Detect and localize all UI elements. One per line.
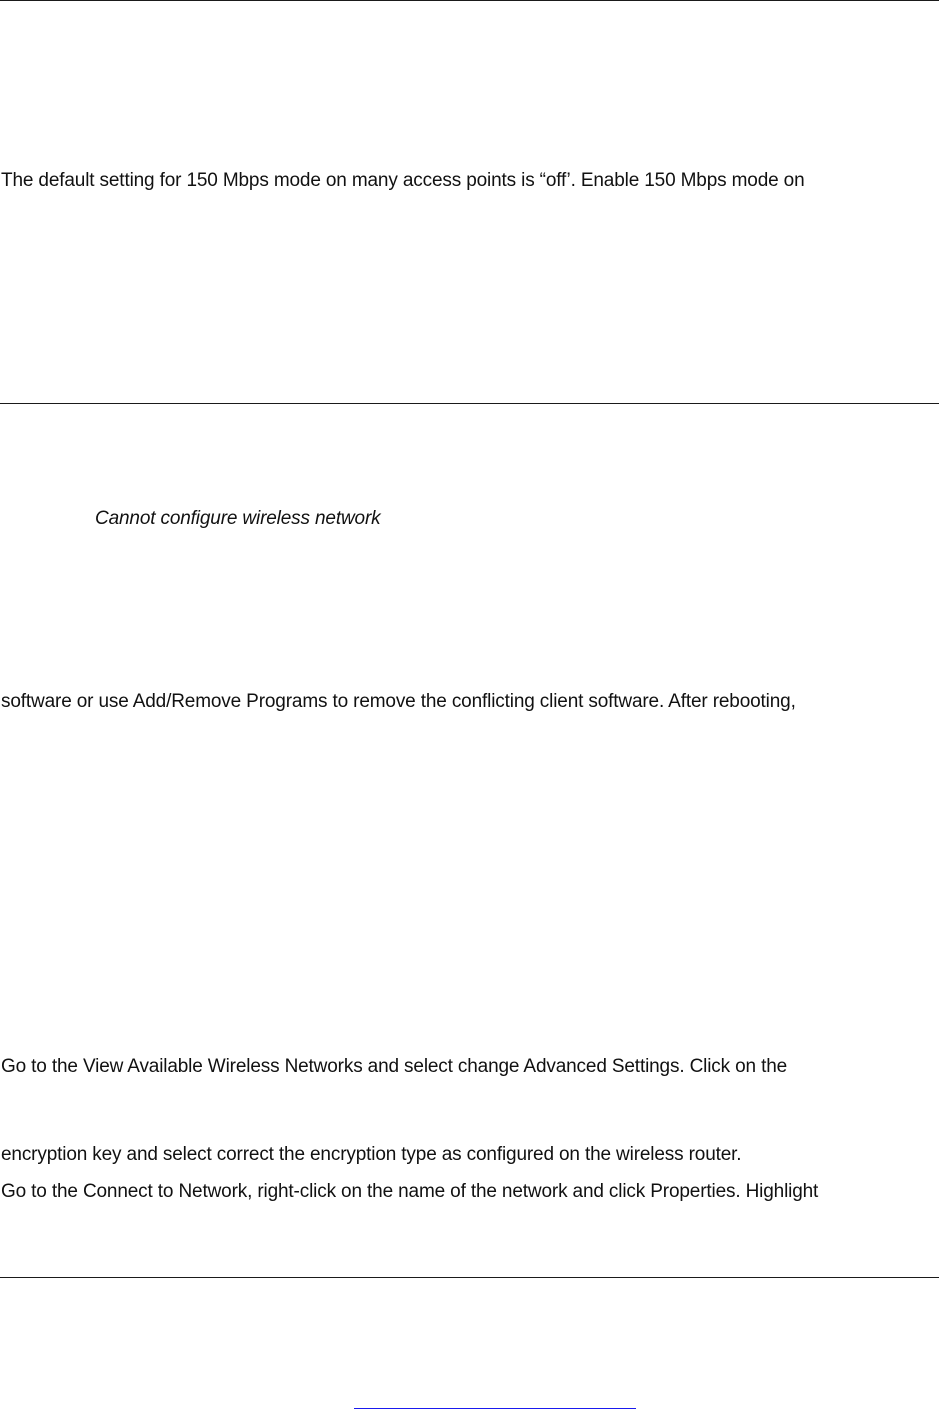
horizontal-rule-middle — [0, 403, 939, 404]
body-text-line: software or use Add/Remove Programs to remove the conflicting client software. After rebooting, — [1, 691, 796, 712]
section-subheading: Cannot configure wireless network — [95, 508, 381, 529]
body-text-line: encryption key and select correct the encryption type as configured on the wireless router. — [1, 1144, 742, 1165]
horizontal-rule-bottom — [0, 1277, 939, 1278]
horizontal-rule-top — [0, 0, 939, 1]
body-text-line: Go to the View Available Wireless Networks and select change Advanced Settings. Click on the — [1, 1056, 788, 1077]
body-text-line: Go to the Connect to Network, right-click on the name of the network and click Properties. Highlight — [1, 1181, 819, 1202]
body-text-line: The default setting for 150 Mbps mode on many access points is “off’. Enable 150 Mbps mode on — [1, 170, 805, 191]
hyperlink-underline[interactable] — [354, 1408, 636, 1409]
